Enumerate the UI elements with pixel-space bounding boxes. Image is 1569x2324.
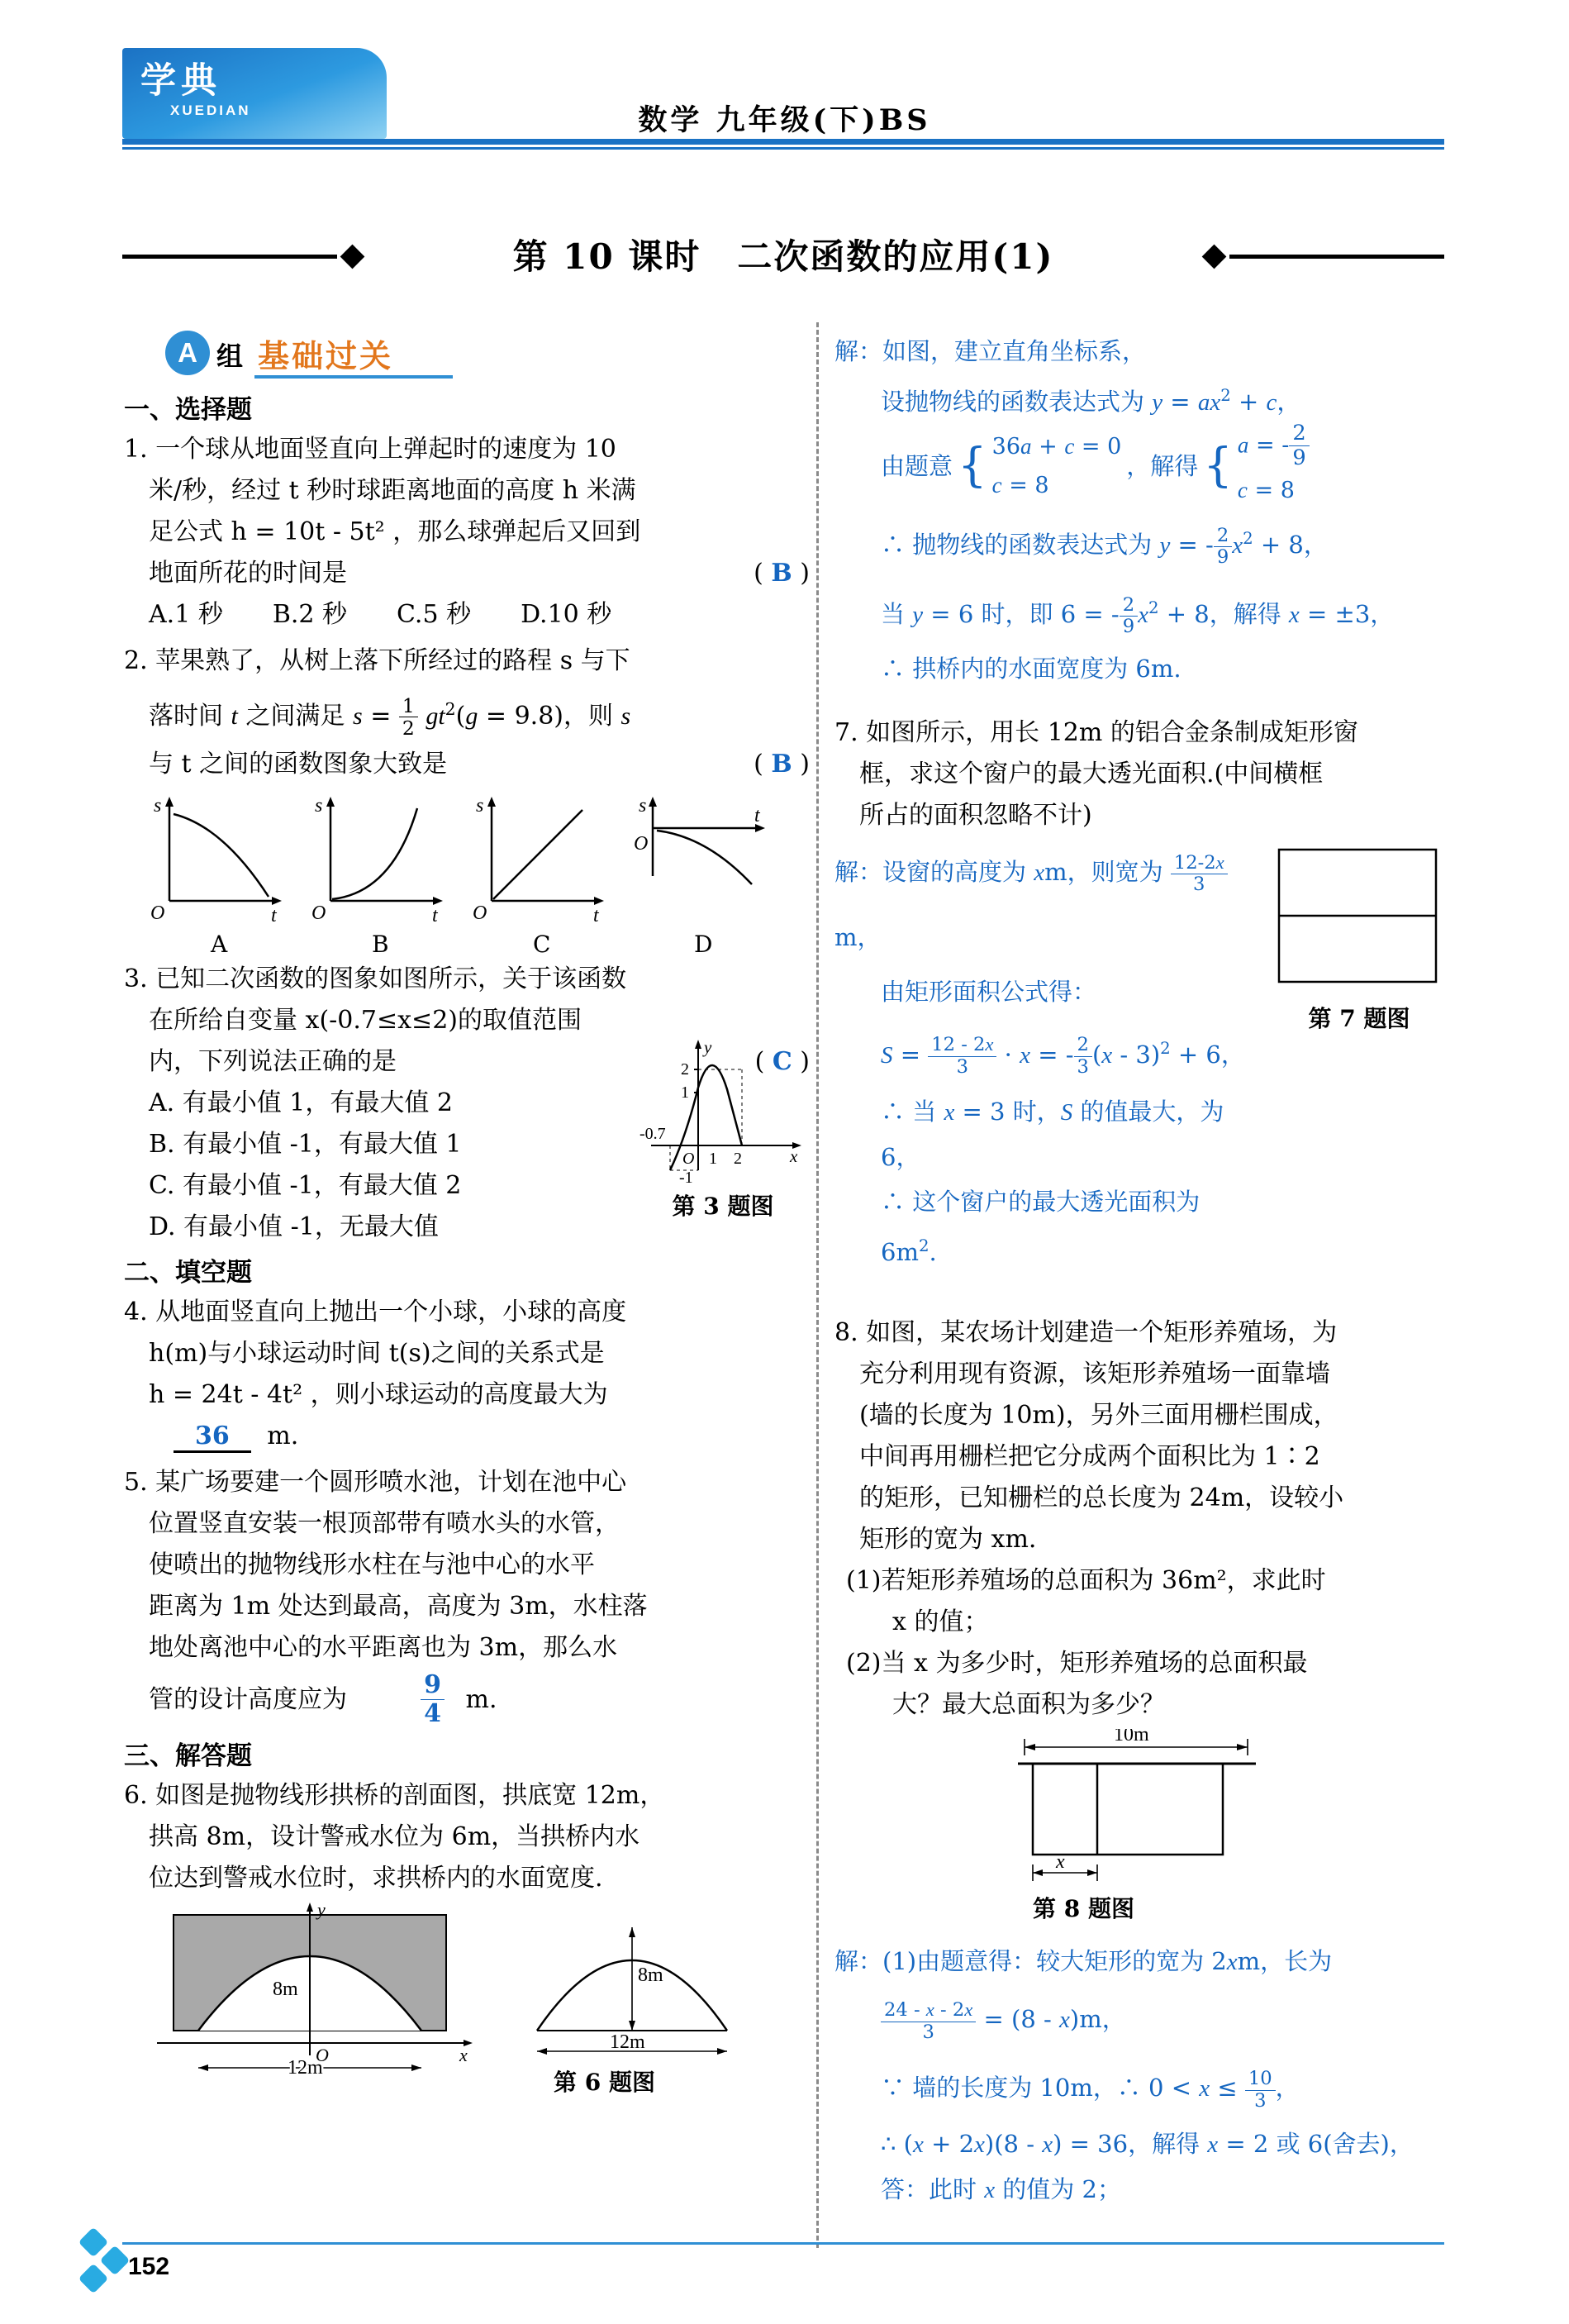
q3-option-d: D. 有最小值 -1，无最大值 [149,1212,439,1242]
q8-sol-line3: ∵ 墙的长度为 10m，∴ 0 < x ≤ $\frac{10}{3}$ ， [881,2068,1300,2112]
svg-text:A: A [211,931,228,959]
group-badge [165,329,521,379]
svg-text:B: B [372,931,389,959]
q3-option-b: B. 有最小值 -1，有最大值 1 [149,1130,462,1160]
section-heading-fill: 二、填空题 [124,1258,252,1288]
q8-line1: 8. 如图，某农场计划建造一个矩形养殖场，为 [834,1318,1338,1348]
q8-line4: 中间再用栅栏把它分成两个面积比为 1∶2 [859,1442,1320,1472]
q2-graphs [124,793,810,959]
q8-sol-line2: $\frac{24 - x - 2x}{3}$ = (8 - x)m， [834,1984,1446,2055]
q8-figure [834,1729,1446,1923]
q7-figure [1272,845,1446,1034]
q3-option-a: A. 有最小值 1，有最大值 2 [149,1088,453,1118]
svg-text:1: 1 [681,1083,689,1102]
q1-line4: 地面所花的时间是 ( B ) [149,559,810,588]
q5-line3: 使喷出的抛物线形水柱在与池中心的水平 [149,1550,595,1580]
q5-line5: 地处离池中心的水平距离也为 3m，那么水 [149,1633,618,1663]
q4-line1: 4. 从地面竖直向上抛出一个小球，小球的高度 [124,1298,627,1327]
q8-farm-diagram [834,1729,1413,1894]
svg-text:x: x [790,1146,798,1167]
left-column [124,388,810,2097]
q3-line2: 在所给自变量 x(-0.7≤x≤2)的取值范围 [149,1006,582,1036]
section-heading-solve: 三、解答题 [124,1741,252,1772]
q7-sol-line2: 由矩形面积公式得： [881,977,1097,1006]
q4-answer: 36 [174,1422,251,1453]
q8-line3: (墙的长度为 10m)，另外三面用栅栏围成， [859,1401,1338,1431]
q7-figure-caption: 第 7 题图 [1308,1004,1410,1032]
q3-line3: 内，下列说法正确的是 ( C ) [149,1047,810,1077]
q7-sol-line1: 解：设窗的高度为 xm，则宽为 $\frac{12-2x}{3}$ m， [834,840,1248,969]
q8-figure-caption: 第 8 题图 [1033,1895,1134,1923]
q6-figures [124,1903,810,2097]
q7-line3: 所占的面积忽略不计) [859,800,1092,830]
q3-option-c: C. 有最小值 -1，有最大值 2 [149,1171,462,1201]
svg-text:O: O [150,902,165,925]
q7-sol-line4: ∴ 当 x = 3 时，S 的值最大，为 6， [881,1098,1224,1172]
q1-line3: 足公式 h = 10t - 5t² ，那么球弹起后又回到 [149,517,641,546]
question-6 [124,1775,810,1899]
q3-figure-caption: 第 3 题图 [672,1193,774,1221]
q7-block [834,840,1446,1275]
q8-sol-line1: 解：(1)由题意得：较大矩形的宽为 2xm，长为 [834,1947,1333,1976]
svg-text:2: 2 [681,1060,689,1079]
q8-sub2-b: 大？最大总面积为多少？ [892,1690,1165,1720]
q2-figure-row [124,793,810,959]
q6-line2: 拱高 8m，设计警戒水位为 6m，当拱桥内水 [149,1822,640,1852]
q8-sub1-b: x 的值； [892,1607,989,1637]
lesson-title-row [122,230,1444,281]
q8-line6: 矩形的宽为 xm. [859,1525,1037,1555]
q7-solution [834,840,1248,1275]
q8-line5: 的矩形，已知栅栏的总长度为 24m，设较小 [859,1483,1344,1513]
svg-text:-0.7: -0.7 [639,1125,666,1144]
svg-text:12m: 12m [288,2057,323,2077]
column-divider [816,322,819,2248]
q4-answer-row [124,1416,810,1457]
q6-sol-line2: 设抛物线的函数表达式为 $y = ax^2 + c$， [881,386,1301,416]
q4-line2: h(m)与小球运动时间 t(s)之间的关系式是 [149,1339,605,1369]
q7-line1: 7. 如图所示，用长 12m 的铝合金条制成矩形窗 [834,717,1358,747]
group-underline [254,375,453,379]
q2-answer: B [771,750,792,779]
q8-sub2-a: (2)当 x 为多少时，矩形养殖场的总面积最 [846,1649,1308,1679]
svg-text:t: t [432,905,438,927]
svg-text:12m: 12m [610,2031,645,2054]
q2-line2: 落时间 t 之间满足 s = $\frac{1}{2}$ $gt^2(g = 9.8)$，则 s [149,693,631,741]
q6-sol-line5: 当 y = 6 时，即 6 = - $\frac{2}{9}$ $x^2 + 8$，解得 x = ±3， [881,593,1395,637]
q5-answer-denominator: 4 [424,1698,441,1728]
question-7 [834,712,1446,836]
q8-sol-line5: 答：此时 x 的值为 2； [881,2175,1121,2204]
rule-right [1229,255,1444,259]
svg-text:C: C [533,931,551,959]
q7-sol-line3: S = $\frac{12 - 2x}{3}$ · x = - $\frac{2}{3}$ (x - 3)$^2$ + 6， [881,1034,1245,1078]
q3-parabola-graph [636,1038,810,1187]
svg-text:y: y [704,1038,712,1058]
q5-line4: 距离为 1m 处达到最高，高度为 3m，水柱落 [149,1592,648,1622]
question-2 [124,641,810,785]
page-header [0,0,1569,165]
q1-answer: B [771,559,792,588]
q8-sol-line4: ∴ (x + 2x)(8 - x) = 36，解得 x = 2 或 6(舍去)， [881,2130,1414,2159]
svg-text:t: t [754,805,760,827]
page-number: 152 [128,2253,170,2280]
svg-text:x: x [459,2045,468,2066]
q6-sol-line1: 解：如图，建立直角坐标系， [834,337,1147,365]
question-4 [124,1292,810,1457]
svg-text:s: s [639,795,647,817]
q8-line2: 充分利用现有资源，该矩形养殖场一面靠墙 [859,1360,1330,1389]
right-column [834,329,1446,2212]
question-3 [124,959,810,1248]
question-8 [834,1312,1446,1726]
svg-text:s: s [154,795,162,817]
svg-text:O: O [316,2045,329,2066]
q1-options: A.1 秒 B.2 秒 C.5 秒 D.10 秒 [149,600,612,629]
q5-line6: 管的设计高度应为 $\frac{9}{4}$ m. [149,1670,497,1728]
svg-text:y: y [317,1903,326,1921]
question-1 [124,429,810,636]
svg-text:10m: 10m [1114,1729,1149,1746]
q6-bridge-graphs [124,1903,801,2076]
svg-text:s: s [315,795,323,817]
lesson-title: 第 10 课时 二次函数的应用(1) [512,236,1054,277]
q3-figure [636,1038,810,1222]
svg-text:8m: 8m [638,1964,663,1987]
q5-line2: 位置竖直安装一根顶部带有喷水头的水管， [149,1509,620,1539]
svg-text:t: t [271,905,277,927]
svg-text:O: O [682,1150,695,1169]
q1-line1: 1. 一个球从地面竖直向上弹起时的速度为 10 [124,435,616,464]
q6-figure-caption: 第 6 题图 [554,2069,655,2097]
q8-solution [834,1939,1446,2212]
group-zu-label: 组 [216,341,244,372]
header-rule-thick [122,139,1444,145]
q5-answer-numerator: 9 [421,1671,445,1700]
q1-line2: 米/秒，经过 t 秒时球距离地面的高度 h 米满 [149,476,636,505]
q3-answer: C [772,1047,792,1077]
q2-line1: 2. 苹果熟了，从树上落下所经过的路程 s 与下 [124,646,630,675]
q7-sol-line5: ∴ 这个窗户的最大透光面积为 $6m^2$. [881,1188,1201,1267]
q6-sol-line4: ∴ 抛物线的函数表达式为 y = - $\frac{2}{9}$ $x^2 + 8$， [881,524,1328,569]
q6-solution [834,329,1446,691]
q3-line1: 3. 已知二次函数的图象如图所示，关于该函数 [124,964,627,994]
svg-text:O: O [634,833,649,855]
svg-text:-1: -1 [679,1169,693,1188]
q7-line2: 框，求这个窗户的最大透光面积.(中间横框 [859,759,1324,788]
svg-text:s: s [476,795,484,817]
svg-text:2: 2 [734,1150,742,1169]
svg-text:O: O [311,902,326,925]
svg-text:8m: 8m [273,1979,298,2001]
q5-unit: m. [465,1685,497,1715]
footer-rule [122,2242,1444,2245]
q6-line1: 6. 如图是抛物线形拱桥的剖面图，拱底宽 12m， [124,1781,665,1811]
svg-text:x: x [1056,1851,1065,1874]
svg-text:D: D [694,931,713,959]
logo-chinese-text: 学典 [140,60,221,102]
svg-text:t: t [593,905,599,927]
q7-window-frame [1272,845,1446,998]
header-title: 数学 九年级(下)BS [638,103,931,137]
q6-line3: 位达到警戒水位时，求拱桥内的水面宽度. [149,1864,603,1893]
q8-sub1-a: (1)若矩形养殖场的总面积为 36m²，求此时 [846,1566,1326,1596]
group-title: 基础过关 [258,337,394,374]
q6-sol-line3: 由题意 { 36a + c = 0 c = 8 ，解得 { a = - $\frac{2}{9}$ c = 8 [834,425,1446,507]
q6-sol-line6: ∴ 拱桥内的水面宽度为 6m. [881,654,1182,683]
section-heading-choice: 一、选择题 [124,395,252,425]
header-rule-thin [122,147,1444,150]
q4-line3: h = 24t - 4t² ，则小球运动的高度最大为 [149,1380,608,1410]
logo-english-text: XUEDIAN [170,102,251,118]
footer-decoration [83,2217,132,2291]
svg-text:O: O [473,902,487,925]
group-letter-badge: A [165,331,210,375]
q2-line3: 与 t 之间的函数图象大致是 ( B ) [149,750,810,779]
svg-text:1: 1 [709,1150,717,1169]
q5-line1: 5. 某广场要建一个圆形喷水池，计划在池中心 [124,1468,627,1498]
q4-unit: m. [267,1422,299,1451]
question-5 [124,1462,810,1731]
